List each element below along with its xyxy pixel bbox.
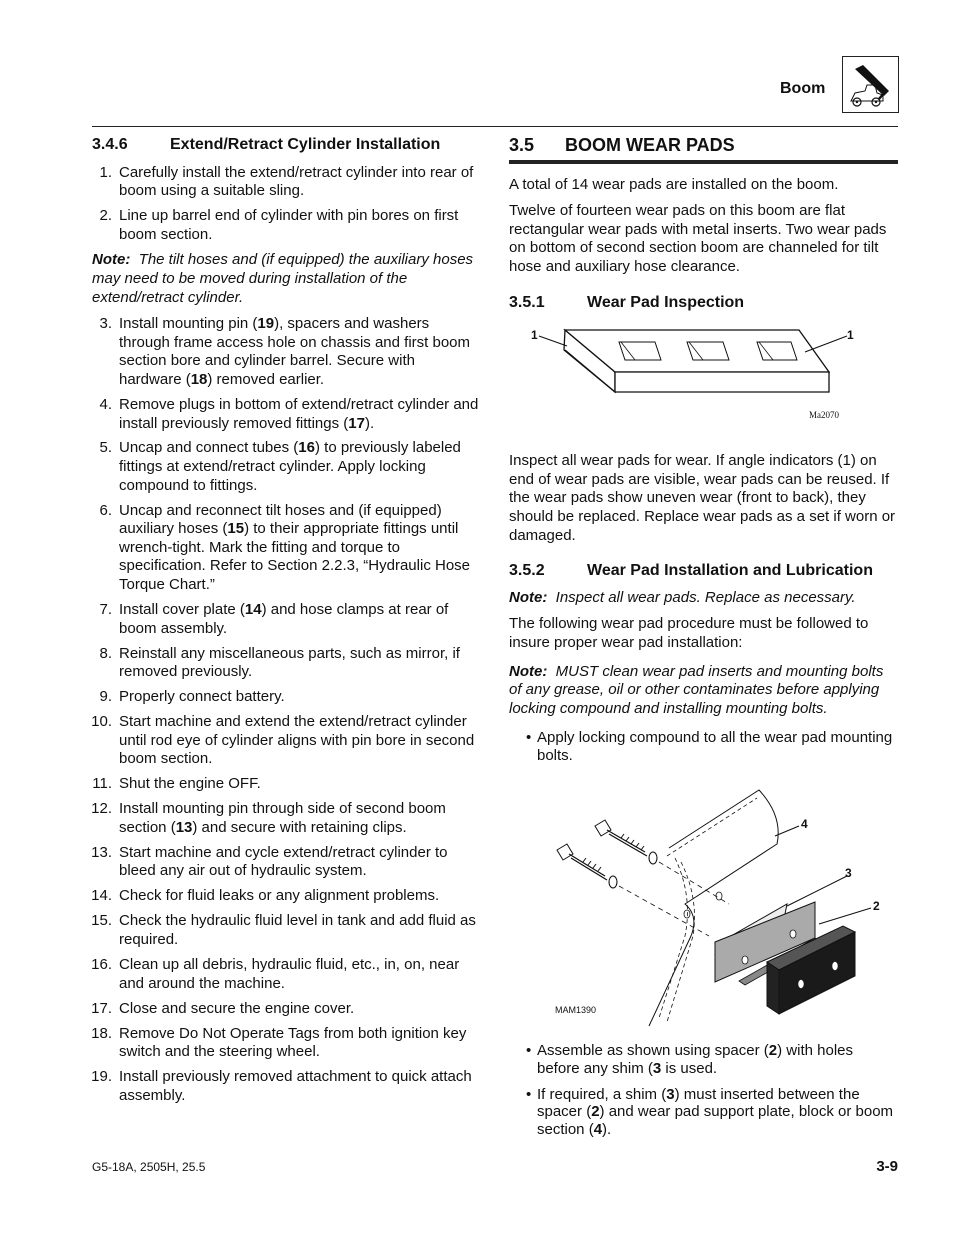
intro-paragraph-1: A total of 14 wear pads are installed on the boom. [509,175,839,193]
boom-loader-icon [842,56,899,113]
note-inspect: Note: Inspect all wear pads. Replace as necessary. [509,588,856,606]
callout-2: 2 [873,899,880,914]
step-item: 17. Close and secure the engine cover. [91,999,355,1017]
step-item: 2. Line up barrel end of cylinder with pin bores on first boom section. [99,207,459,243]
step-item: 10. Start machine and extend the extend/retract cylinder until rod eye of cylinder aligns with pin bore in second boom section. [91,713,475,768]
step-item: 5. Uncap and connect tubes (16) to previously labeled fittings at extend/retract cylinder. Apply locking compound to fittings. [99,439,461,494]
header-rule [92,126,898,127]
step-item: 6. Uncap and reconnect tilt hoses and (if equipped) auxiliary hoses (15) to their appropriate fittings until wrench-tight. Mark the fitting and torque to specification. Refer to Section 2.2.3, “Hydraulic Hose Torque Chart.” [99,501,470,594]
wear-pad-illustration [509,322,898,452]
cylinder-installation-heading [92,136,480,155]
step-item: 7. Install cover plate (14) and hose clamps at rear of boom assembly. [99,601,449,637]
bullet-item: • If required, a shim (3) must inserted between the spacer (2) and wear pad support plate, block or boom section (4). [526,1085,894,1138]
section-number: 3.5 [509,135,535,155]
step-item: 11. Shut the engine OFF. [92,775,261,793]
footer-page-number: 3-9 [876,1158,898,1175]
wear-pad-inspection-heading: 3.5.1 Wear Pad Inspection [509,293,745,311]
step-item: 9. Properly connect battery. [99,688,285,706]
heading-text: Extend/Retract Cylinder Installation [170,136,441,153]
callout-4: 4 [801,817,808,832]
section-title: BOOM WEAR PADS [565,135,735,155]
heading-number: 3.4.6 [92,136,128,153]
step-item: 19. Install previously removed attachment to quick attach assembly. [91,1068,472,1104]
callout-1-right: 1 [847,328,854,343]
note-clean: Note: MUST clean wear pad inserts and mounting bolts of any grease, oil or other contaminates before applying locking compound and installing mounting bolts. [509,662,884,717]
left-column [92,136,480,1112]
step-item: 18. Remove Do Not Operate Tags from both ignition key switch and the steering wheel. [91,1024,467,1061]
step-item: 12. Install mounting pin through side of second boom section (13) and secure with retaining clips. [91,800,446,836]
step-item: 3. Install mounting pin (19), spacers and washers through frame access hole on chassis and first boom section bore and cylinder barrel. Secure with hardware (18) removed earlier. [99,315,471,388]
bullet-item: • Assemble as shown using spacer (2) with holes before any shim (3 is used. [526,1042,853,1078]
callout-3: 3 [845,866,852,881]
steps-list-a [92,164,480,245]
wear-pad-assembly-illustration [509,786,898,1034]
figure-code: Ma2070 [809,410,839,421]
right-column [509,136,898,1138]
figure-code: MAM1390 [555,1005,597,1016]
callout-1-left: 1 [531,328,538,343]
boom-wear-pads-heading [509,136,898,164]
step-item: 16. Clean up all debris, hydraulic fluid, etc., in, on, near and around the machine. [91,956,460,992]
bullet-list-2 [509,1042,898,1138]
note-hoses: Note: The tilt hoses and (if equipped) the auxiliary hoses may need to be moved during installation of the extend/retract cylinder. [92,251,474,306]
steps-list-b [92,315,480,1105]
header-section-title: Boom [780,80,826,97]
procedure-paragraph: The following wear pad procedure must be followed to insure proper wear pad installation: [509,615,869,651]
wear-pad-installation-heading: 3.5.2 Wear Pad Installation and Lubrication [509,562,873,580]
step-item: 8. Reinstall any miscellaneous parts, such as mirror, if removed previously. [99,644,460,681]
step-item: 15. Check the hydraulic fluid level in tank and add fluid as required. [91,912,476,949]
wear-pad-assembly-figure [509,786,898,1034]
step-item: 14. Check for fluid leaks or any alignment problems. [91,887,440,905]
bullet-list-1 [509,729,898,764]
wear-pad-figure [509,322,898,452]
bullet-item: • Apply locking compound to all the wear pad mounting bolts. [526,729,893,764]
intro-paragraph-2: Twelve of fourteen wear pads on this boom are flat rectangular wear pads with metal inserts. Two wear pads on bottom of second section boom are channeled for tilt hose and auxiliary hose clearance. [509,202,887,275]
step-item: 4. Remove plugs in bottom of extend/retract cylinder and install previously removed fittings (17). [99,395,479,432]
step-item: 13. Start machine and cycle extend/retract cylinder to bleed any air out of hydraulic system. [91,843,448,880]
footer-document-id: G5-18A, 2505H, 25.5 [92,1160,206,1174]
inspection-paragraph: Inspect all wear pads for wear. If angle indicators (1) on end of wear pads are visible, wear pads can be reused. If the wear pads show uneven wear (front to back), they should be replaced. Replace wear pads as a set if worn or damaged. [509,452,896,544]
step-item: 1. Carefully install the extend/retract cylinder into rear of boom using a suitable sling. [99,163,474,200]
